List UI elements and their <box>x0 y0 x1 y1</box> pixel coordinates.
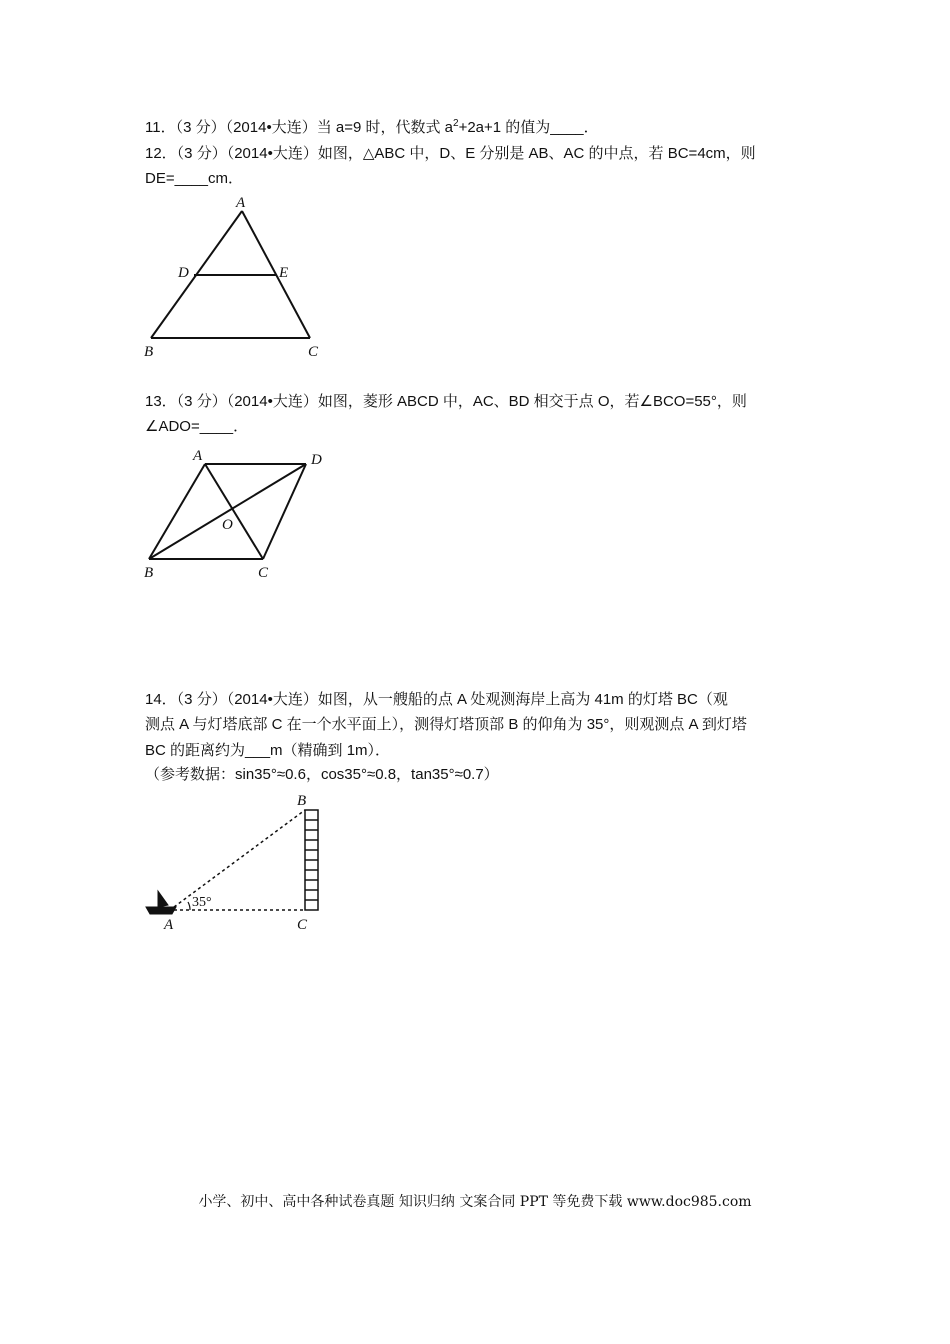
label-a: A <box>236 195 246 211</box>
question-14-line4: （参考数据：sin35°≈0.6，cos35°≈0.8，tan35°≈0.7） <box>145 766 499 783</box>
question-13-line2: ∠ADO=____． <box>145 418 249 435</box>
angle-label: 35° <box>192 895 212 910</box>
q13-rhombus-figure <box>138 444 338 584</box>
label-b: B <box>144 344 154 360</box>
q12-triangle-figure <box>138 190 338 365</box>
angle-arc <box>188 902 190 910</box>
label-a: A <box>164 917 174 933</box>
label-a: A <box>193 448 203 464</box>
diagonal-bd <box>149 464 306 559</box>
label-b: B <box>297 793 307 809</box>
question-12-line2: DE=____cm． <box>145 170 243 187</box>
page-footer: 小学、初中、高中各种试卷真题 知识归纳 文案合同 PPT 等免费下载 www.doc985.com <box>198 1194 752 1210</box>
label-d: D <box>311 452 322 468</box>
segment-ab <box>149 464 205 559</box>
q11-exponent: 2 <box>453 118 459 129</box>
label-e: E <box>279 265 289 281</box>
segment-cd <box>263 464 306 559</box>
label-d: D <box>178 265 189 281</box>
q11-text-part1: 11．（3 分）（2014•大连）当 a=9 时，代数式 a <box>145 119 453 136</box>
question-13-line1: 13．（3 分）（2014•大连）如图，菱形 ABCD 中，AC、BD 相交于点 O，若∠BCO=55°，则 <box>145 393 747 410</box>
lighthouse-tower <box>305 810 318 910</box>
question-14-line1: 14．（3 分）（2014•大连）如图，从一艘船的点 A 处观测海岸上高为 41m 的灯塔 BC（观 <box>145 691 728 708</box>
question-12-line1: 12．（3 分）（2014•大连）如图，△ABC 中，D、E 分别是 AB、AC 的中点，若 BC=4cm，则 <box>145 145 756 162</box>
label-c: C <box>308 344 319 360</box>
label-c: C <box>258 565 269 581</box>
question-11-text <box>145 118 599 138</box>
q14-lighthouse-figure <box>140 790 340 935</box>
diagonal-ac <box>205 464 263 559</box>
label-o: O <box>222 517 233 533</box>
sightline-ab <box>174 810 305 907</box>
question-14-line2: 测点 A 与灯塔底部 C 在一个水平面上），测得灯塔顶部 B 的仰角为 35°，则观测点 A 到灯塔 <box>145 716 747 733</box>
question-14-line3: BC 的距离约为___m（精确到 1m）． <box>145 742 391 759</box>
label-b: B <box>144 565 154 581</box>
q11-text-part2: +2a+1 的值为____． <box>458 119 599 136</box>
ship-icon <box>146 891 176 914</box>
label-c: C <box>297 917 308 933</box>
